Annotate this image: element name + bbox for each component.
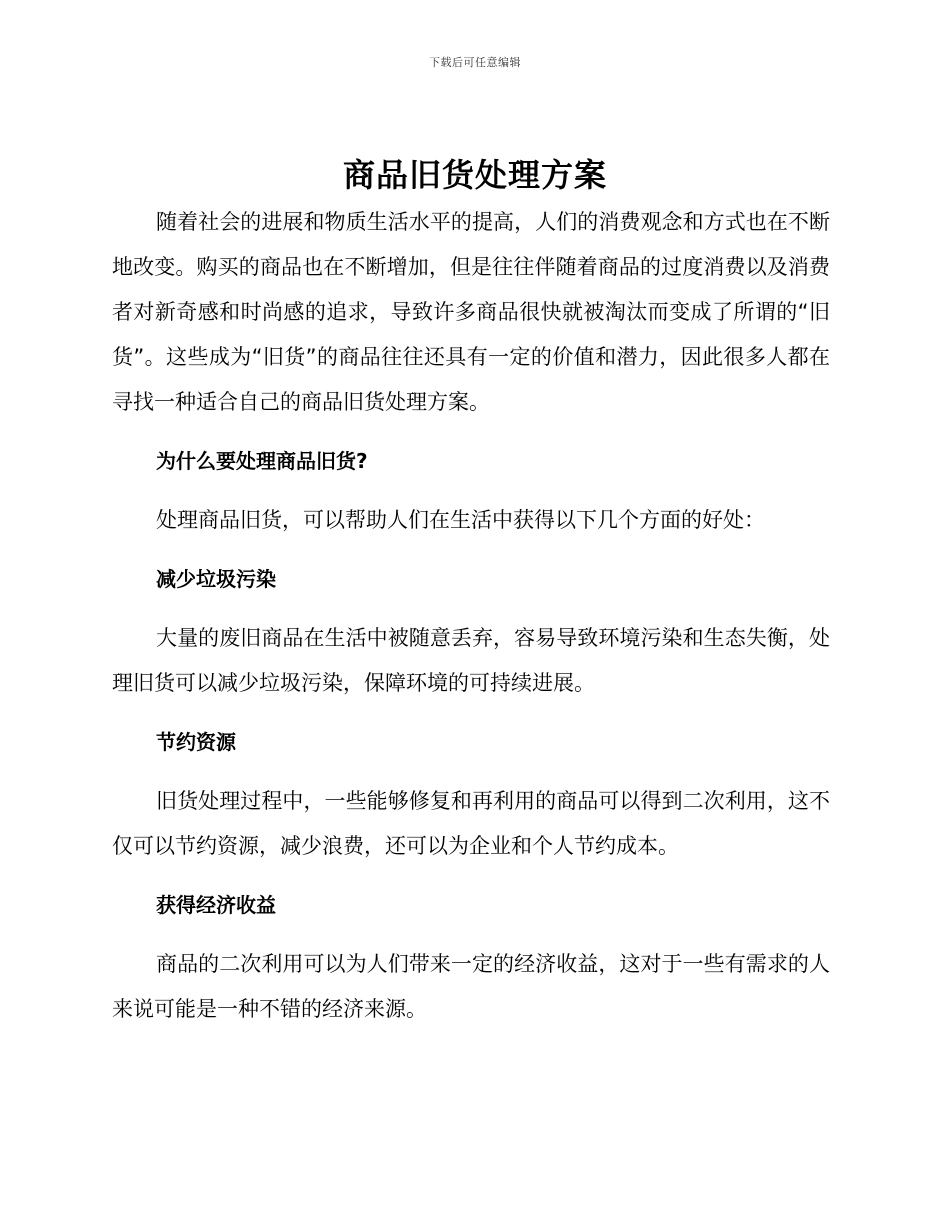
benefit-heading-resources: 节约资源 (156, 730, 236, 754)
document-body (112, 200, 830, 1032)
intro-paragraph: 随着社会的进展和物质生活水平的提高，人们的消费观念和方式也在不断地改变。购买的商品也在不断增加，但是往往伴随着商品的过度消费以及消费者对新奇感和时尚感的追求，导致许多商品很快就被淘汰而变成了所谓的“旧货”。这些成为“旧货”的商品往往还具有一定的价值和潜力，因此很多人都在寻找一种适合自己的商品旧货处理方案。 (112, 210, 830, 414)
benefit-text-pollution: 大量的废旧商品在生活中被随意丢弃，容易导致环境污染和生态失衡，处理旧货可以减少垃圾污染，保障环境的可持续进展。 (112, 626, 830, 695)
benefit-text-resources: 旧货处理过程中，一些能够修复和再利用的商品可以得到二次利用，这不仅可以节约资源，减少浪费，还可以为企业和个人节约成本。 (112, 789, 830, 858)
section-text-why: 处理商品旧货，可以帮助人们在生活中获得以下几个方面的好处： (156, 508, 765, 532)
document-title: 商品旧货处理方案 (342, 156, 607, 194)
section-heading-why: 为什么要处理商品旧货? (156, 449, 368, 473)
benefit-heading-pollution: 减少垃圾污染 (156, 567, 276, 591)
benefit-heading-economic: 获得经济收益 (156, 893, 276, 917)
benefit-text-economic: 商品的二次利用可以为人们带来一定的经济收益，这对于一些有需求的人来说可能是一种不错的经济来源。 (112, 952, 830, 1021)
header-note: 下载后可任意编辑 (429, 56, 521, 69)
